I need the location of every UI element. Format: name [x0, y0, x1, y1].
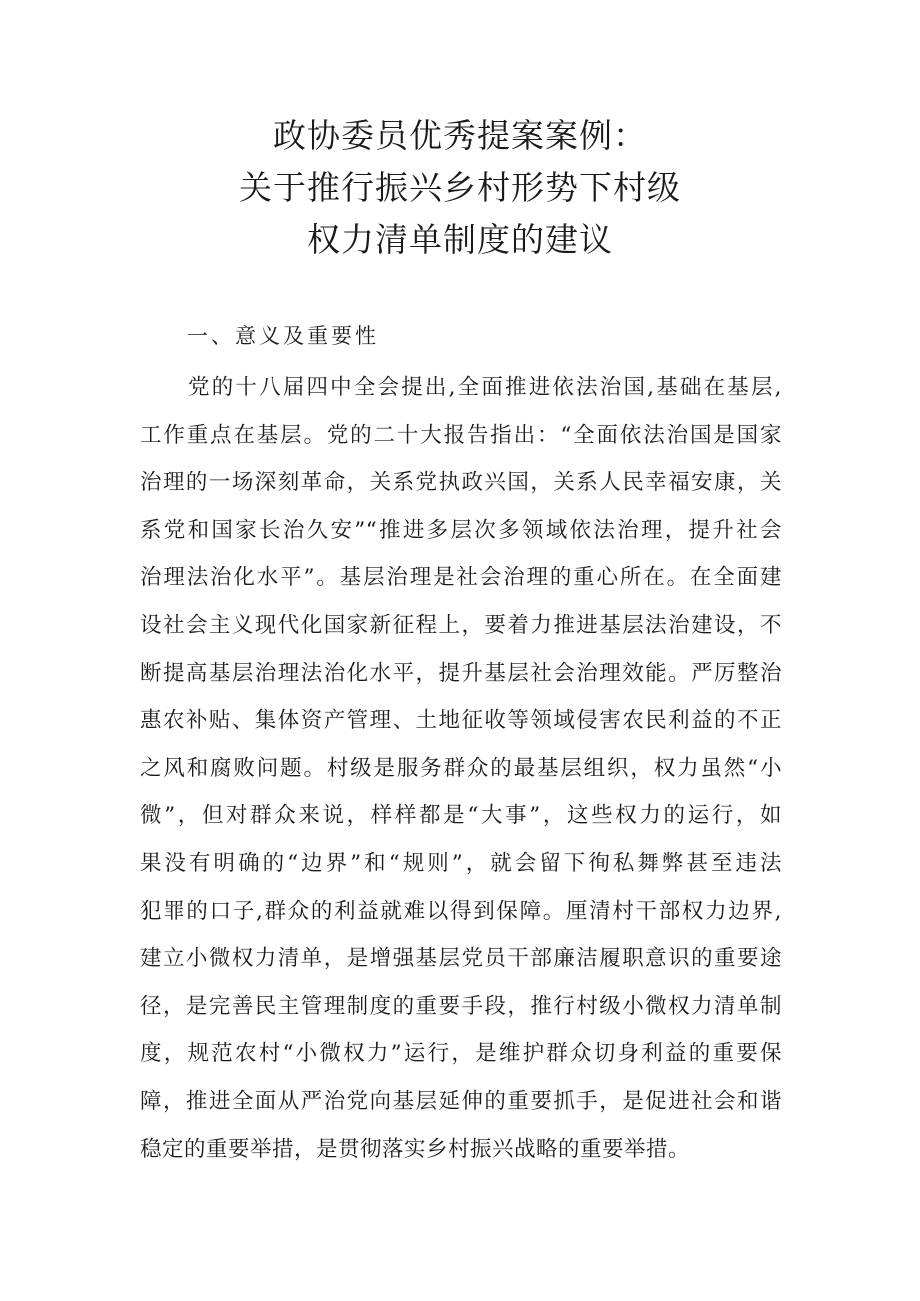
paragraph-line: 工作重点在基层。党的二十大报告指出：“全面依法治国是国家: [140, 422, 782, 448]
paragraph-line: 断提高基层治理法治化水平，提升基层社会治理效能。严厉整治: [140, 660, 782, 686]
paragraph-line: 径，是完善民主管理制度的重要手段，推行村级小微权力清单制: [140, 993, 782, 1019]
body-paragraph: [140, 364, 782, 1173]
paragraph-line: 稳定的重要举措，是贯彻落实乡村振兴战略的重要举措。: [140, 1136, 691, 1162]
paragraph-line: 惠农补贴、集体资产管理、土地征收等领域侵害农民利益的不正: [140, 708, 782, 734]
paragraph-line: 障，推进全面从严治党向基层延伸的重要抓手，是促进社会和谐: [140, 1088, 782, 1114]
document-title: [0, 110, 920, 266]
paragraph-line: 设社会主义现代化国家新征程上，要着力推进基层法治建设，不: [140, 612, 782, 638]
paragraph-line: 之风和腐败问题。村级是服务群众的最基层组织，权力虽然“小: [140, 755, 782, 781]
paragraph-line: 建立小微权力清单，是增强基层党员干部廉洁履职意识的重要途: [140, 946, 782, 972]
paragraph-line: 治理法治化水平”。基层治理是社会治理的重心所在。在全面建: [140, 565, 782, 591]
title-line-2: 关于推行振兴乡村形势下村级: [239, 168, 681, 207]
paragraph-line: 治理的一场深刻革命，关系党执政兴国，关系人民幸福安康，关: [140, 470, 782, 496]
paragraph-line: 系党和国家长治久安”“推进多层次多领域依法治理，提升社会: [140, 517, 782, 543]
paragraph-line: 果没有明确的“边界”和“规则”，就会留下徇私舞弊甚至违法: [140, 850, 782, 876]
paragraph-line: 党的十八届四中全会提出,全面推进依法治国,基础在基层,: [188, 375, 782, 400]
title-line-3: 权力清单制度的建议: [307, 220, 613, 259]
paragraph-line: 微”，但对群众来说，样样都是“大事”，这些权力的运行，如: [140, 803, 782, 829]
paragraph-line: 犯罪的口子,群众的利益就难以得到保障。厘清村干部权力边界,: [140, 898, 782, 924]
title-line-1: 政协委员优秀提案案例：: [273, 116, 647, 155]
paragraph-line: 度，规范农村“小微权力”运行，是维护群众切身利益的重要保: [140, 1041, 782, 1067]
section-heading: 一、意义及重要性: [187, 324, 379, 348]
